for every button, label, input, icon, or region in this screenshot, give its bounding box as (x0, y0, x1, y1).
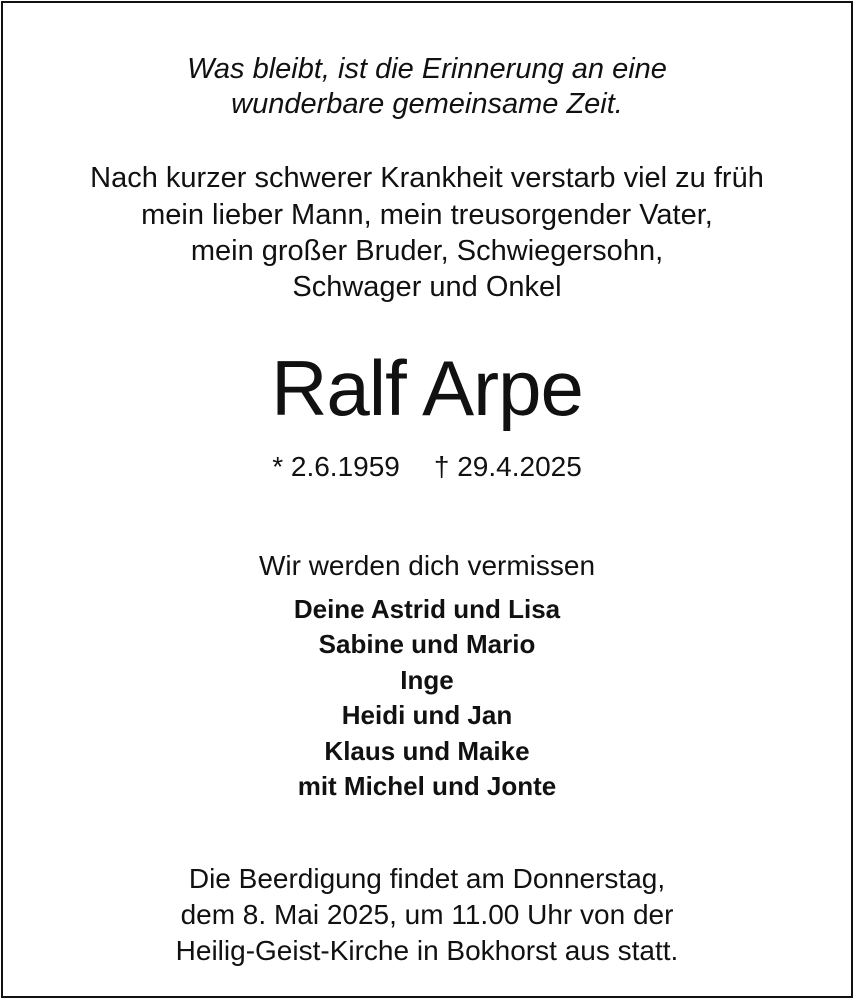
intro-line-3: mein großer Bruder, Schwiegersohn, (190, 235, 664, 267)
family-line-5: Klaus und Maike (324, 736, 530, 766)
family-line-4: Heidi und Jan (341, 700, 513, 730)
farewell-text: Wir werden dich vermissen (258, 550, 596, 581)
life-dates (3, 450, 851, 484)
obituary-notice (1, 1, 853, 998)
birth-date: * 2.6.1959 (272, 451, 400, 482)
family-line-6: mit Michel und Jonte (297, 771, 557, 801)
death-date: † 29.4.2025 (433, 451, 582, 482)
funeral-line-2: dem 8. Mai 2025, um 11.00 Uhr von der (180, 899, 674, 930)
intro-line-4: Schwager und Onkel (292, 271, 562, 303)
intro-line-2: mein lieber Mann, mein treusorgender Vater, (141, 199, 713, 231)
family-line-1: Deine Astrid und Lisa (293, 594, 561, 624)
family-line-3: Inge (400, 665, 454, 695)
deceased-name: Ralf Arpe (271, 344, 583, 432)
quote-line-1: Was bleibt, ist die Erinnerung an eine (187, 53, 667, 85)
funeral-line-3: Heilig-Geist-Kirche in Bokhorst aus statt. (175, 935, 679, 966)
quote-line-2: wunderbare gemeinsame Zeit. (231, 88, 623, 120)
funeral-line-1: Die Beerdigung findet am Donnerstag, (188, 863, 666, 894)
intro-line-1: Nach kurzer schwerer Krankheit verstarb viel zu früh (90, 162, 764, 194)
family-line-2: Sabine und Mario (318, 629, 536, 659)
